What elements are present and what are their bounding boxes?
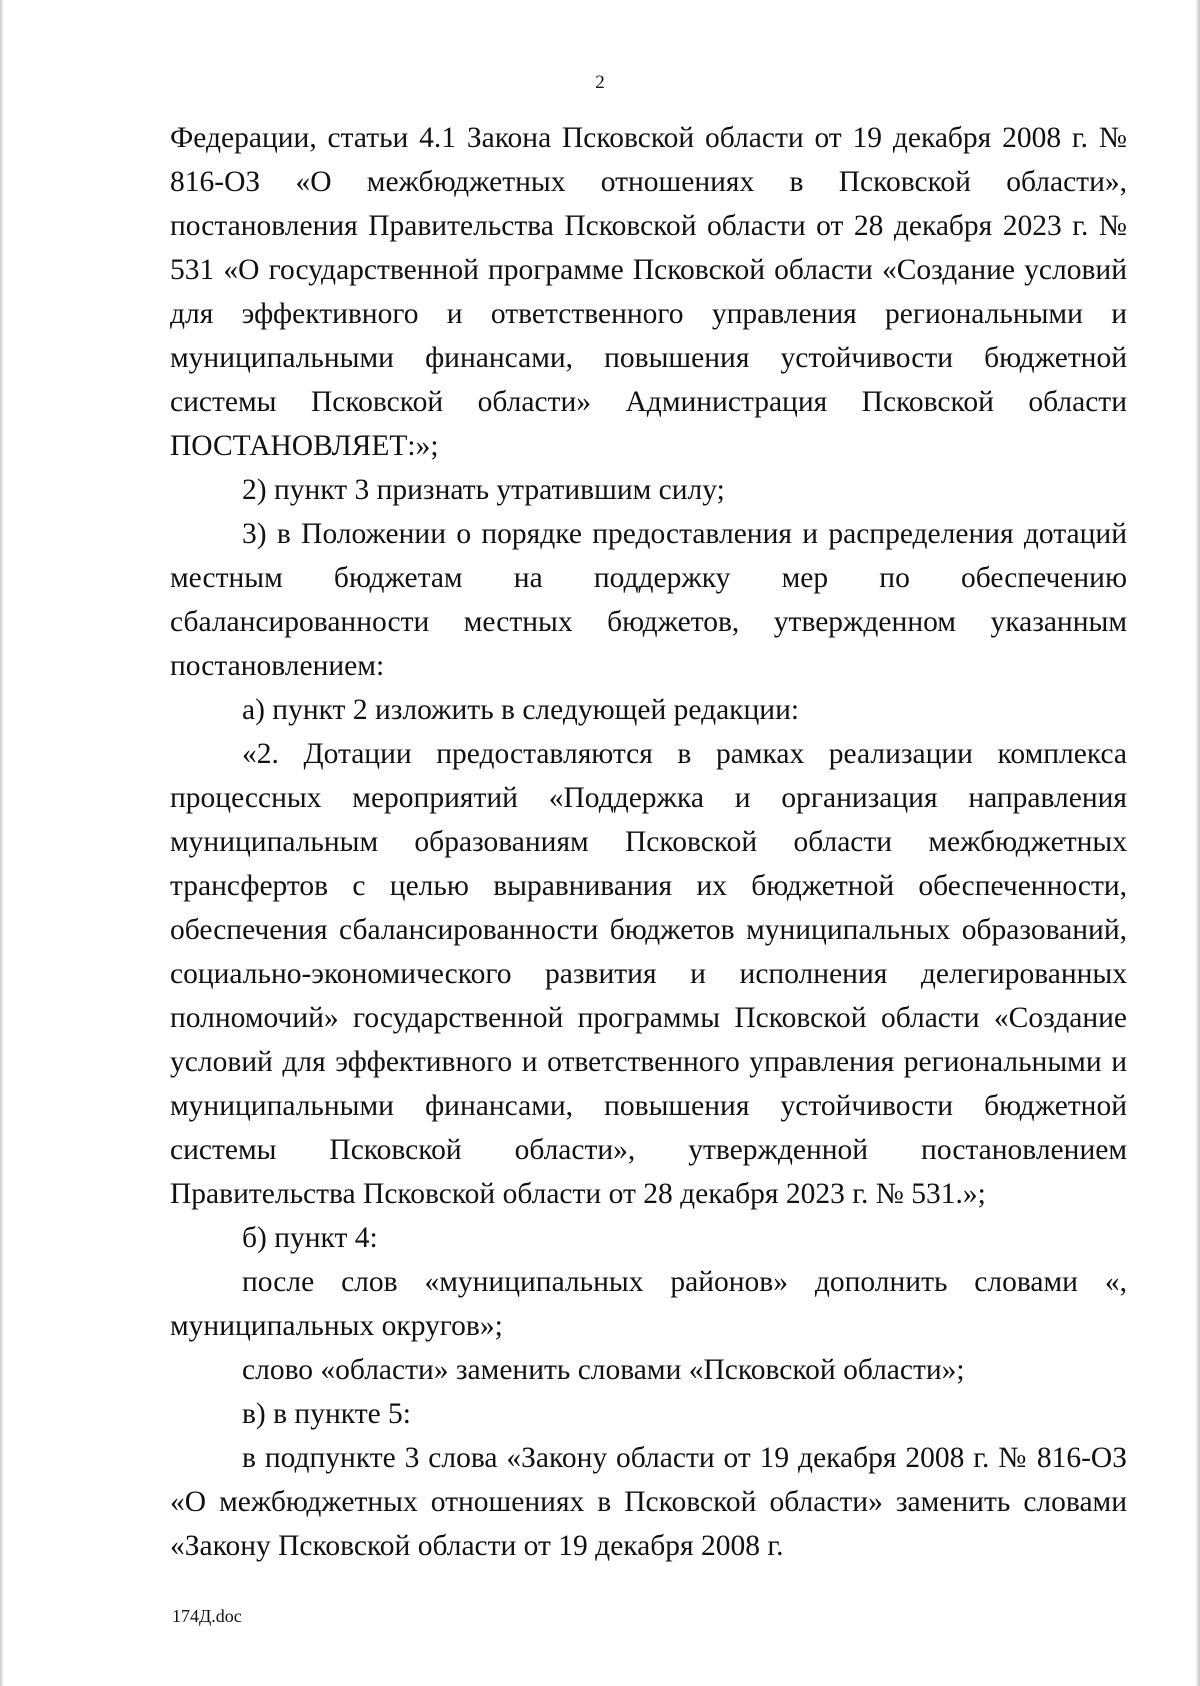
paragraph-5: «2. Дотации предоставляются в рамках реализации комплекса процессных мероприятий «Поддержка и организация направления муниципальным образованиям Псковской области межбюджетных трансфертов с целью выравнивания их бюджетной обеспеченности, обеспечения сбалансированности бюджетов муниципальных образований, социально-экономического развития и исполнения делегированных полномочий» государственной программы Псковской области «Создание условий для эффективного и ответственного управления региональными и муниципальными финансами, повышения устойчивости бюджетной системы Псковской области», утвержденной постановлением Правительства Псковской области от 28 декабря 2023 г. № 531.»; <box>170 738 1127 1210</box>
paragraph-4: а) пункт 2 изложить в следующей редакции: <box>242 694 800 726</box>
paragraph-3: 3) в Положении о порядке предоставления и распределения дотаций местным бюджетам на поддержку мер по обеспечению сбалансированности местных бюджетов, утвержденном указанным постановлением: <box>170 518 1127 682</box>
page-number: 2 <box>595 72 605 93</box>
scan-edge-left <box>0 0 3 1686</box>
paragraph-1: Федерации, статьи 4.1 Закона Псковской области от 19 декабря 2008 г. № 816-ОЗ «О межбюджетных отношениях в Псковской области», постановления Правительства Псковской области от 28 декабря 2023 г. № 531 «О государственной программе Псковской области «Создание условий для эффективного и ответственного управления региональными и муниципальными финансами, повышения устойчивости бюджетной системы Псковской области» Администрация Псковской области ПОСТАНОВЛЯЕТ:»; <box>170 122 1127 462</box>
scan-edge-right <box>1196 0 1200 1686</box>
paragraph-9: в) в пункте 5: <box>242 1398 412 1430</box>
paragraph-2: 2) пункт 3 признать утратившим силу; <box>242 474 725 506</box>
paragraph-8: слово «области» заменить словами «Псковской области»; <box>242 1354 965 1386</box>
document-body <box>170 116 1127 1568</box>
paragraph-7: после слов «муниципальных районов» дополнить словами «, муниципальных округов»; <box>170 1266 1127 1342</box>
footer-filename: 174Д.doc <box>172 1606 242 1626</box>
paragraph-6: б) пункт 4: <box>242 1222 378 1254</box>
paragraph-10: в подпункте 3 слова «Закону области от 19 декабря 2008 г. № 816-ОЗ «О межбюджетных отношениях в Псковской области» заменить словами «Закону Псковской области от 19 декабря 2008 г. <box>170 1442 1127 1562</box>
